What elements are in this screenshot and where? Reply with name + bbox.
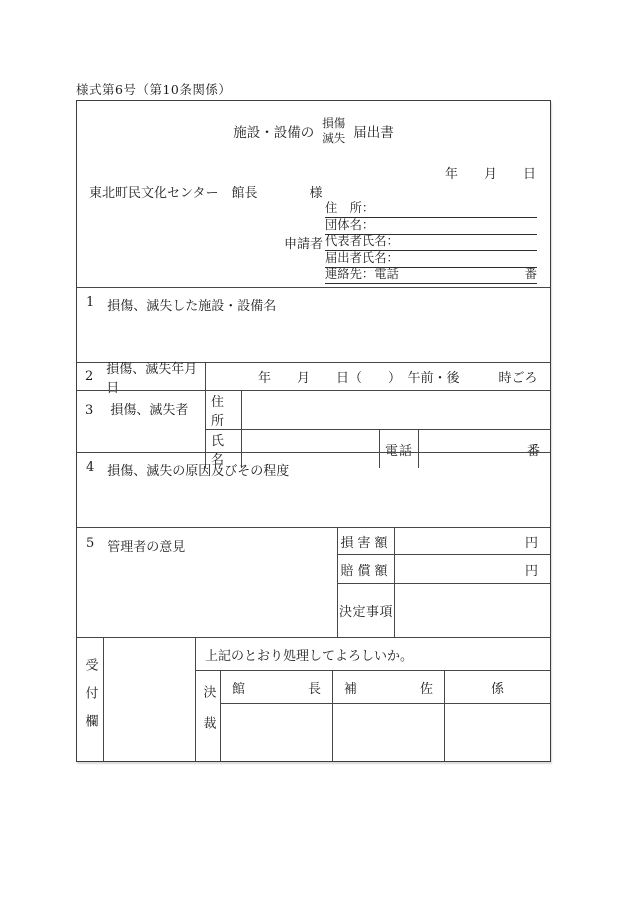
row2-label: 損傷、滅失年月日 — [106, 361, 198, 396]
row5-compensation-amount-row — [337, 554, 550, 583]
staff-header-cell — [445, 671, 550, 704]
approval-column-assistant — [332, 671, 444, 761]
row3-number: 3 — [85, 403, 94, 418]
compensation-amount-label: 賠償額 — [337, 555, 394, 583]
approval-column-director — [220, 671, 332, 761]
row3-name-label: 氏名 — [205, 430, 241, 468]
row3-grid — [205, 391, 550, 468]
row3-label: 損傷、滅失者 — [110, 403, 189, 418]
row-damage-date — [77, 361, 550, 396]
form-title-stack-loss: 滅失 — [322, 130, 346, 145]
approval-column-staff — [444, 671, 550, 761]
approval-question: 上記のとおり処理してよろしいか。 — [205, 648, 414, 664]
reception-column-label: 受付欄 — [82, 657, 98, 742]
assistant-header-cell — [333, 671, 444, 704]
form-border-box — [76, 100, 551, 762]
row2-number: 2 — [85, 369, 94, 384]
row-cause-and-extent — [77, 452, 550, 527]
director-label-right: 長 — [307, 681, 321, 697]
row5-label-cell — [77, 528, 337, 637]
damage-amount-label: 損害額 — [337, 528, 394, 554]
applicant-block — [284, 202, 537, 284]
approval-signature-row — [196, 670, 550, 761]
row5-label: 管理者の意見 — [107, 540, 186, 555]
row2-label-cell — [77, 361, 205, 396]
row5-decision-row — [337, 583, 550, 637]
compensation-amount-unit: 円 — [524, 563, 538, 579]
applicant-contact-label: 連絡先：電話 — [325, 266, 399, 281]
applicant-label: 申請者 — [284, 237, 324, 253]
reception-column — [77, 638, 103, 761]
form-title-suffix: 届出書 — [353, 124, 394, 141]
decision-items-entry-cell — [394, 584, 550, 637]
row2-date-entry-cell — [205, 363, 550, 390]
director-stamp-cell — [221, 704, 332, 761]
row3-address-label: 住所 — [205, 391, 241, 429]
assistant-stamp-cell — [333, 704, 444, 761]
row2-date-template: 年 月 日（ ） 午前・後 時ごろ — [258, 371, 538, 386]
director-header-cell — [221, 671, 332, 704]
reception-stamp-cell — [103, 638, 195, 761]
approval-label-cell — [196, 671, 220, 761]
damage-amount-unit: 円 — [524, 535, 538, 551]
applicant-representative-label: 代表者氏名： — [325, 234, 399, 249]
assistant-label-left: 補 — [344, 681, 358, 697]
assistant-label-right: 佐 — [419, 681, 433, 697]
date-line: 年 月 日 — [444, 167, 536, 182]
row3-address-row — [205, 391, 550, 429]
compensation-amount-entry-cell — [394, 555, 550, 583]
staff-stamp-cell — [445, 704, 550, 761]
form-number: 様式第6号（第10条関係） — [76, 82, 232, 97]
staff-label: 係 — [490, 681, 504, 697]
row4-number: 4 — [86, 460, 95, 475]
applicant-address-label: 住 所： — [325, 201, 375, 216]
decision-items-label: 決定事項 — [337, 584, 394, 637]
approval-label: 決裁 — [200, 685, 216, 747]
row-damaging-person — [77, 390, 550, 468]
row3-phone-suffix: 番 — [526, 443, 540, 459]
row4-label: 損傷、滅失の原因及びその程度 — [107, 464, 290, 479]
row5-damage-amount-row — [337, 528, 550, 554]
applicant-org-label: 団体名： — [325, 217, 375, 232]
approval-question-row — [196, 638, 550, 670]
addressee-line: 東北町民文化センター 館長 様 — [89, 186, 323, 201]
applicant-notifier-label: 届出者氏名： — [325, 250, 399, 265]
form-title-prefix: 施設・設備の — [233, 124, 315, 141]
row3-phone-label: 電話 — [379, 430, 418, 468]
applicant-contact-line — [325, 268, 537, 284]
row1-number: 1 — [86, 295, 95, 310]
damage-amount-entry-cell — [394, 528, 550, 554]
form-title — [77, 116, 550, 146]
row-manager-opinion — [77, 527, 550, 637]
row3-label-cell — [77, 391, 205, 452]
row-facility-name — [77, 287, 550, 362]
row1-label: 損傷、滅失した施設・設備名 — [107, 299, 277, 314]
form-title-stack-damage: 損傷 — [322, 116, 346, 130]
row5-grid — [337, 528, 550, 637]
applicant-contact-suffix: 番 — [524, 266, 537, 281]
director-label-left: 館 — [232, 681, 246, 697]
form-header — [77, 101, 550, 287]
row3-address-entry-cell — [241, 391, 550, 429]
applicant-fields — [325, 202, 537, 284]
row5-number: 5 — [86, 536, 95, 551]
form-title-damage-loss-stack — [322, 116, 345, 146]
approval-area — [195, 638, 550, 761]
reception-approval-section — [77, 637, 550, 761]
